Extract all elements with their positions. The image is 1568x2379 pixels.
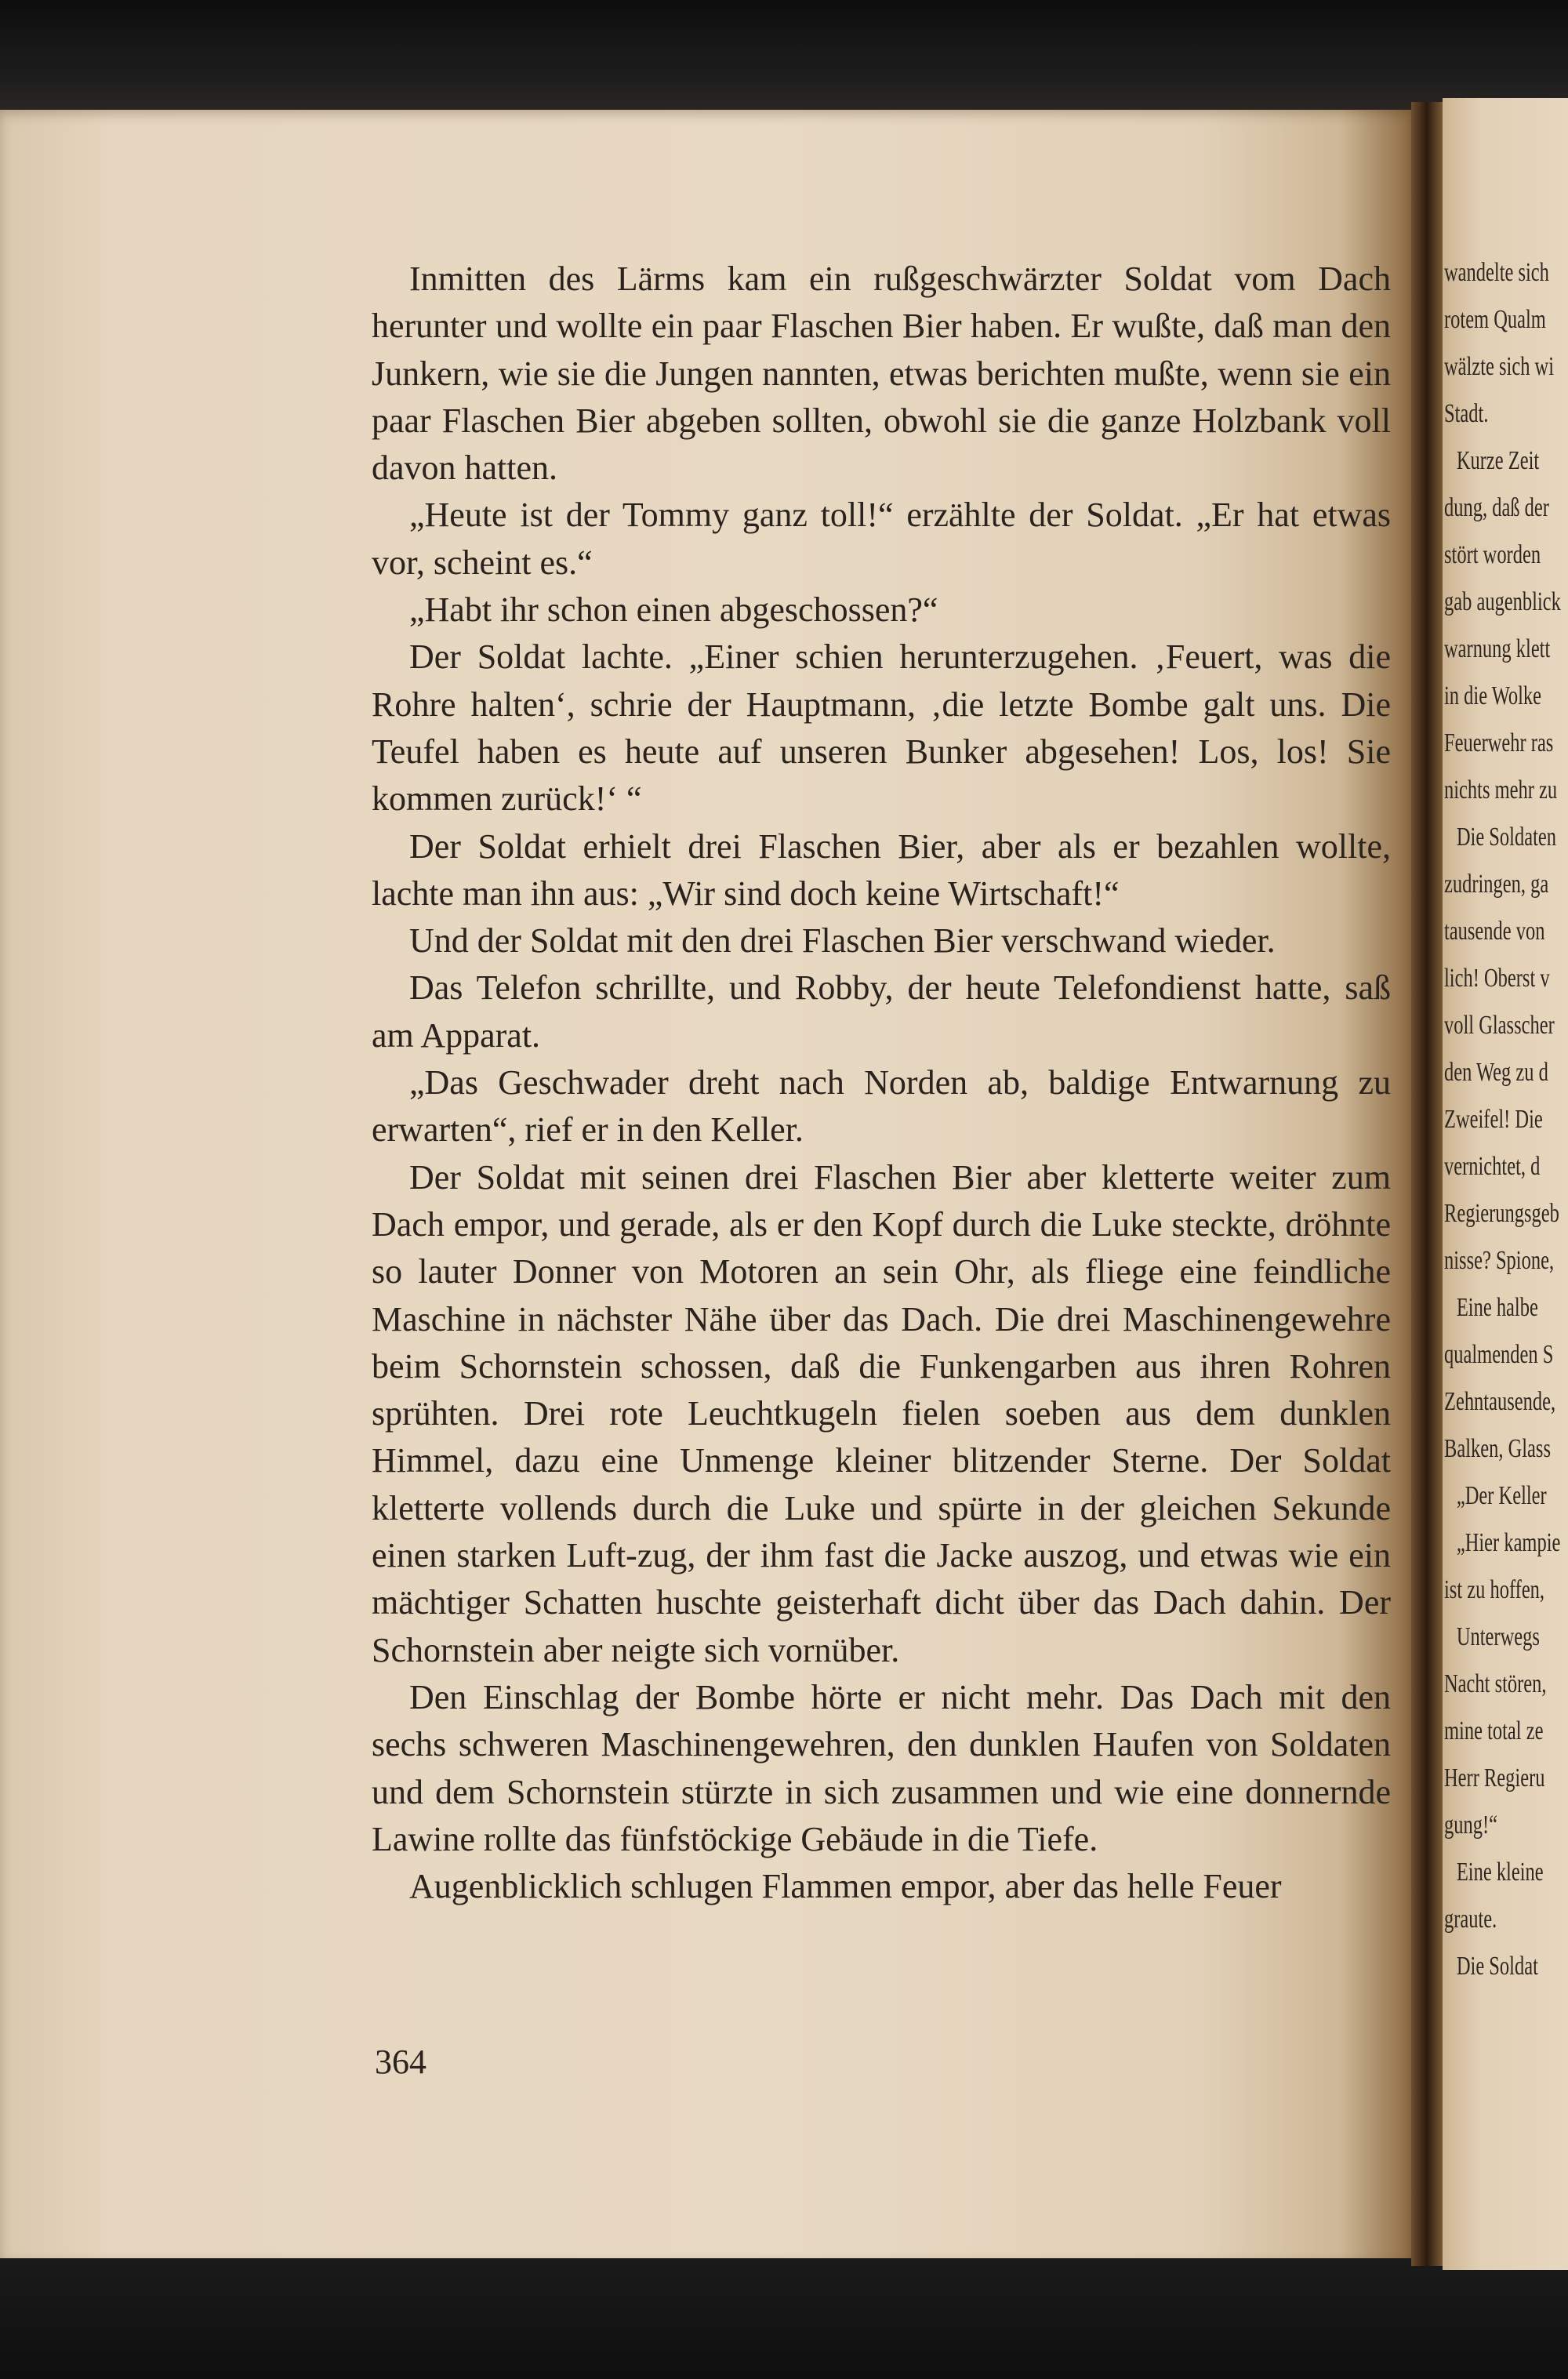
- facing-page-line: ist zu hoffen,: [1444, 1575, 1545, 1604]
- paragraph: „Heute ist der Tommy ganz toll!“ erzählte der Soldat. „Er hat etwas vor, scheint es.“: [372, 496, 1391, 582]
- facing-page-line: Eine kleine: [1456, 1858, 1544, 1887]
- facing-page-line: dung, daß der: [1444, 493, 1549, 522]
- facing-page-line: tausende von: [1444, 917, 1545, 946]
- facing-page-line: mine total ze: [1444, 1716, 1544, 1745]
- facing-page-line: warnung klett: [1444, 634, 1551, 663]
- facing-page-line: Die Soldat: [1456, 1952, 1538, 1981]
- facing-page-line: „Hier kampie: [1456, 1528, 1561, 1557]
- paragraph: Der Soldat mit seinen drei Flaschen Bier aber kletterte weiter zum Dach empor, und gerade, als er den Kopf durch die Luke steckte, dröhnte so lauter Donner von Motoren an sein Ohr, als fliege eine feindliche Maschine in nächster Nähe über das Dach. Die drei Maschinengewehre beim Schornstein schossen, daß die Funkengarben aus ihren Rohren sprühten. Drei rote Leuchtkugeln fielen soeben aus dem dunklen Himmel, dazu eine Unmenge kleiner blitzender Sterne. Der Soldat kletterte vollends durch die Luke und spürte in der gleichen Sekunde einen starken Luft-zug, der ihm fast die Jacke auszog, und etwas wie ein mächtiger Schatten huschte geisterhaft dicht über das Dach dahin. Der Schornstein aber neigte sich vornüber.: [372, 1157, 1391, 1669]
- paragraph: „Habt ihr schon einen abgeschossen?“: [409, 590, 938, 630]
- paragraph: Den Einschlag der Bombe hörte er nicht mehr. Das Dach mit den sechs schweren Maschinengewehren, den dunklen Haufen von Soldaten und dem Schornstein stürzte in sich zusammen und wie eine donnernde Lawine rollte das fünfstöckige Gebäude in die Tiefe.: [372, 1677, 1391, 1858]
- book-cover-bottom: [0, 2258, 1568, 2379]
- facing-page-line: zudringen, ga: [1444, 870, 1549, 899]
- facing-page-line: Zweifel! Die: [1444, 1105, 1543, 1134]
- book-gutter: [1411, 102, 1443, 2266]
- facing-page-line: den Weg zu d: [1444, 1058, 1548, 1087]
- facing-page-line: lich! Oberst v: [1444, 964, 1550, 993]
- paragraph: Der Soldat erhielt drei Flaschen Bier, aber als er bezahlen wollte, lachte man ihn aus: „Wir sind doch keine Wirtschaft!“: [372, 826, 1391, 913]
- facing-page-line: Herr Regieru: [1444, 1763, 1545, 1792]
- facing-page-line: voll Glasscher: [1444, 1011, 1555, 1040]
- facing-page-line: gung!“: [1444, 1811, 1497, 1840]
- facing-page-text: [1444, 249, 1561, 1990]
- facing-page-line: qualmenden S: [1444, 1340, 1554, 1369]
- paragraph: Augenblicklich schlugen Flammen empor, aber das helle Feuer: [409, 1867, 1282, 1906]
- facing-page-line: Nacht stören,: [1444, 1669, 1547, 1698]
- facing-page-line: gab augenblick: [1444, 587, 1561, 616]
- facing-page-line: wandelte sich: [1444, 258, 1549, 287]
- paragraph: „Das Geschwader dreht nach Norden ab, baldige Entwarnung zu erwarten“, rief er in den Keller.: [372, 1063, 1391, 1150]
- facing-page-line: stört worden: [1444, 540, 1541, 569]
- facing-page-line: rotem Qualm: [1444, 305, 1546, 334]
- facing-page-line: Die Soldaten: [1456, 823, 1556, 852]
- facing-page-line: nichts mehr zu: [1444, 775, 1558, 805]
- facing-page-line: vernichtet, d: [1444, 1152, 1541, 1181]
- facing-page-line: in die Wolke: [1444, 681, 1542, 710]
- facing-page-line: Stadt.: [1444, 399, 1489, 428]
- facing-page-line: Regierungsgeb: [1444, 1199, 1559, 1228]
- book-cover-top: [0, 0, 1568, 110]
- paragraph: Das Telefon schrillte, und Robby, der heute Telefondienst hatte, saß am Apparat.: [372, 968, 1391, 1055]
- facing-page-line: Unterwegs: [1456, 1622, 1540, 1651]
- facing-page-line: Feuerwehr ras: [1444, 728, 1554, 757]
- page-text: [372, 256, 1391, 1910]
- facing-page-line: Balken, Glass: [1444, 1434, 1551, 1463]
- facing-page-line: nisse? Spione,: [1444, 1246, 1555, 1275]
- facing-page-line: Zehntausende,: [1444, 1387, 1556, 1416]
- facing-page-line: wälzte sich wi: [1444, 352, 1555, 381]
- paragraph: Inmitten des Lärms kam ein rußgeschwärzter Soldat vom Dach herunter und wollte ein paar Flaschen Bier haben. Er wußte, daß man den Junkern, wie sie die Jungen nannten, etwas berichten mußte, wenn sie ein paar Flaschen Bier abgeben sollten, obwohl sie die ganze Holzbank voll davon hatten.: [372, 260, 1391, 488]
- paragraph: Der Soldat lachte. „Einer schien herunterzugehen. ‚Feuert, was die Rohre halten‘, schrie der Hauptmann, ‚die letzte Bombe galt uns. Die Teufel haben es heute auf unseren Bunker abgesehen! Los, los! Sie kommen zurück!‘ “: [372, 637, 1391, 819]
- facing-page-line: „Der Keller: [1456, 1481, 1547, 1510]
- facing-page-line: Eine halbe: [1456, 1293, 1538, 1322]
- facing-page-line: Kurze Zeit: [1456, 446, 1540, 475]
- page-number: 364: [375, 2043, 426, 2081]
- facing-page-line: graute.: [1444, 1905, 1497, 1934]
- paragraph: Und der Soldat mit den drei Flaschen Bier verschwand wieder.: [409, 921, 1276, 961]
